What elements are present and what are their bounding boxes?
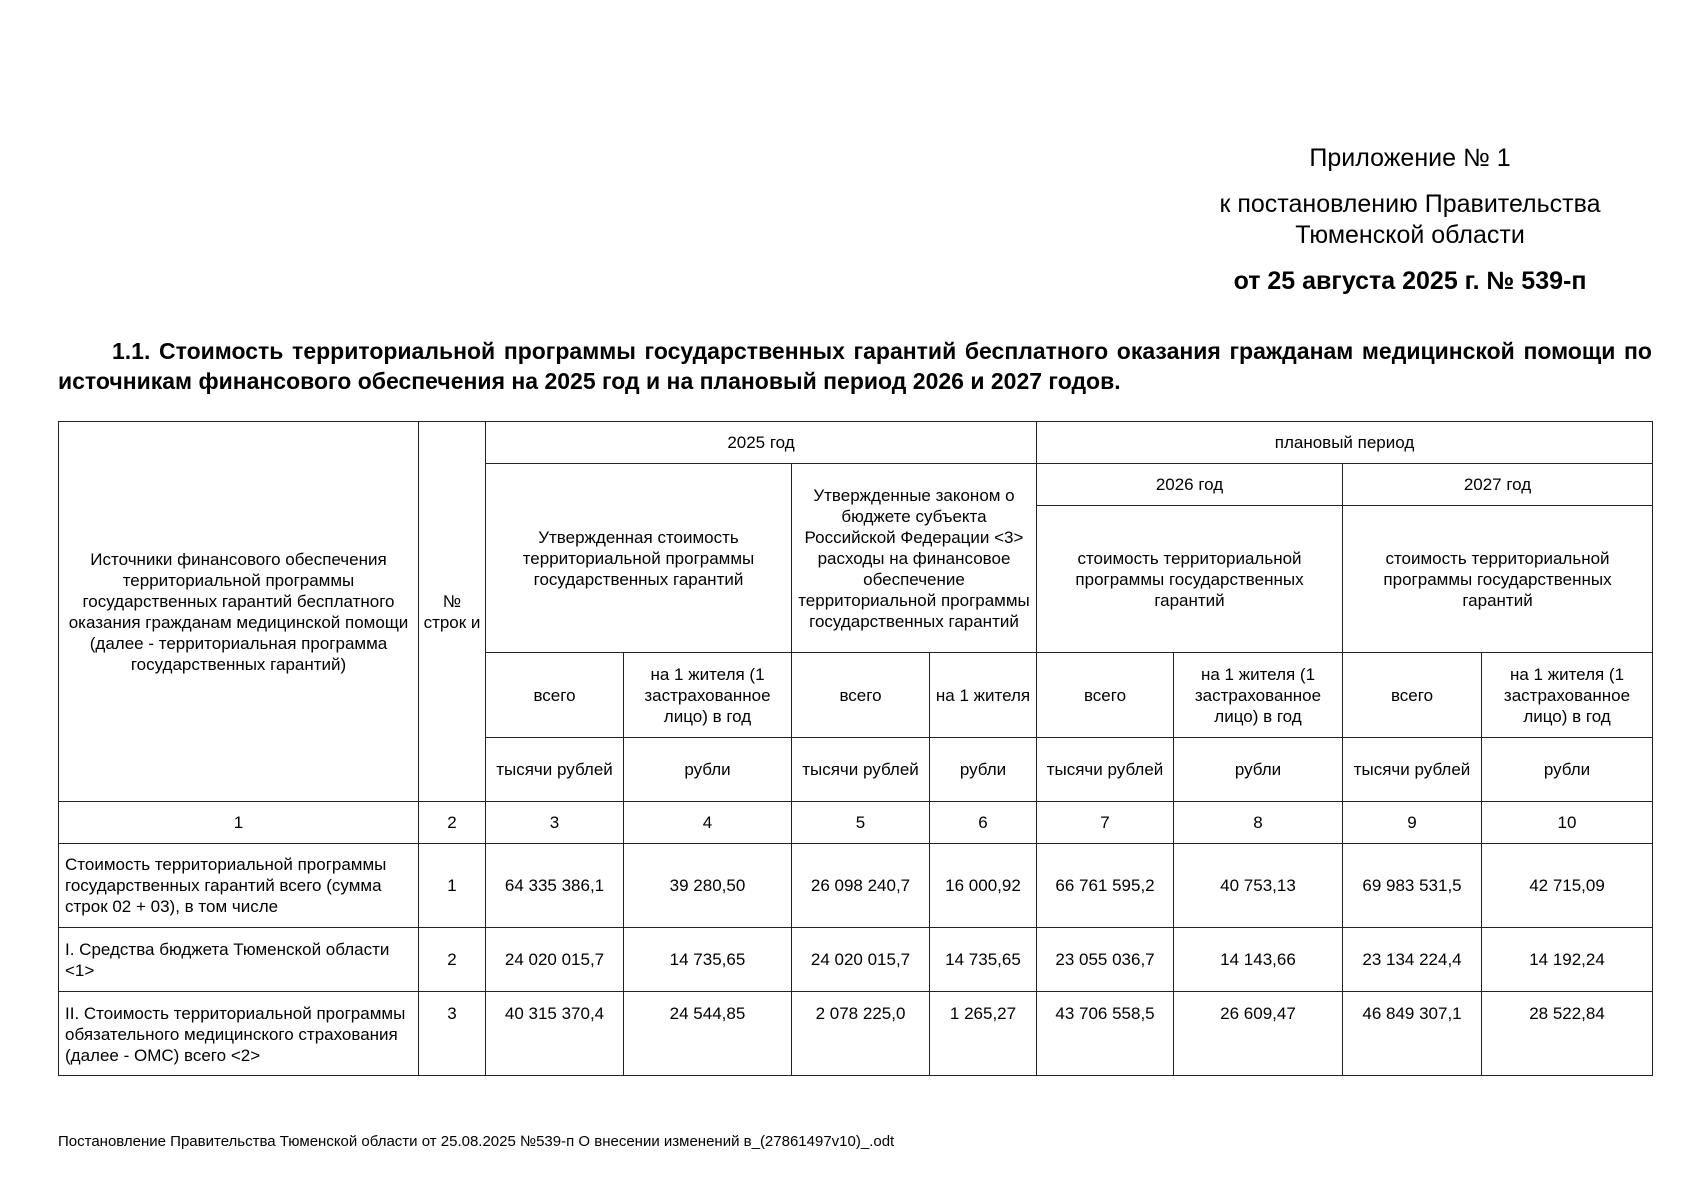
row-source: I. Средства бюджета Тюменской области <1> xyxy=(59,928,419,992)
unit-thousand-rubles: тысячи рублей xyxy=(1037,738,1174,802)
row-source: Стоимость территориальной программы государственных гарантий всего (сумма строк 02 + 03), в том числе xyxy=(59,844,419,928)
row-value: 14 735,65 xyxy=(930,928,1037,992)
column-number-row xyxy=(59,802,1653,844)
row-value: 23 055 036,7 xyxy=(1037,928,1174,992)
row-value: 66 761 595,2 xyxy=(1037,844,1174,928)
column-number: 8 xyxy=(1174,802,1343,844)
appendix-reference-line-1: к постановлению Правительства xyxy=(1219,190,1601,218)
row-value: 14 143,66 xyxy=(1174,928,1343,992)
unit-thousand-rubles: тысячи рублей xyxy=(792,738,930,802)
row-value: 69 983 531,5 xyxy=(1343,844,1482,928)
row-value: 14 192,24 xyxy=(1482,928,1653,992)
column-number: 5 xyxy=(792,802,930,844)
row-source: II. Стоимость территориальной программы обязательного медицинского страхования (далее - ОМС) всего <2> xyxy=(59,992,419,1076)
row-value: 16 000,92 xyxy=(930,844,1037,928)
column-number: 4 xyxy=(624,802,792,844)
row-value: 46 849 307,1 xyxy=(1343,992,1482,1076)
header-approved-cost: Утвержденная стоимость территориальной программы государственных гарантий xyxy=(486,464,792,653)
row-number: 2 xyxy=(419,928,486,992)
unit-rubles: рубли xyxy=(1174,738,1343,802)
row-value: 26 609,47 xyxy=(1174,992,1343,1076)
document-footer: Постановление Правительства Тюменской области от 25.08.2025 №539-п О внесении изменений в_(27861497v10)_.odt xyxy=(58,1133,895,1150)
row-value: 2 078 225,0 xyxy=(792,992,930,1076)
header-per-insured: на 1 жителя (1 застрахованное лицо) в год xyxy=(624,653,792,738)
header-per-insured: на 1 жителя (1 застрахованное лицо) в год xyxy=(1482,653,1653,738)
header-year-2026: 2026 год xyxy=(1037,464,1343,506)
header-approved-budget: Утвержденные законом о бюджете субъекта Российской Федерации <3> расходы на финансовое обеспечение территориальной программы государственных гарантий xyxy=(792,464,1037,653)
row-value: 64 335 386,1 xyxy=(486,844,624,928)
column-number: 7 xyxy=(1037,802,1174,844)
header-cost-2026: стоимость территориальной программы государственных гарантий xyxy=(1037,506,1343,653)
column-number: 9 xyxy=(1343,802,1482,844)
column-number: 2 xyxy=(419,802,486,844)
appendix-number: Приложение № 1 xyxy=(1309,144,1511,172)
row-value: 1 265,27 xyxy=(930,992,1037,1076)
header-per-insured: на 1 жителя (1 застрахованное лицо) в год xyxy=(1174,653,1343,738)
column-number: 6 xyxy=(930,802,1037,844)
row-value: 40 315 370,4 xyxy=(486,992,624,1076)
row-value: 39 280,50 xyxy=(624,844,792,928)
financing-table xyxy=(58,421,1653,1076)
row-value: 43 706 558,5 xyxy=(1037,992,1174,1076)
row-value: 24 544,85 xyxy=(624,992,792,1076)
header-planned-period: плановый период xyxy=(1037,422,1653,464)
unit-rubles: рубли xyxy=(624,738,792,802)
unit-rubles: рубли xyxy=(1482,738,1653,802)
header-sources: Источники финансового обеспечения территориальной программы государственных гарантий бесплатного оказания гражданам медицинской помощи (далее - территориальная программа государственных гарантий) xyxy=(59,422,419,802)
section-heading: 1.1. Стоимость территориальной программы государственных гарантий бесплатного оказания гражданам медицинской помощи по источникам финансового обеспечения на 2025 год и на плановый период 2026 и 2027 годов. xyxy=(58,338,1652,394)
header-total: всего xyxy=(486,653,624,738)
header-row-number: № строк и xyxy=(419,422,486,802)
row-number: 1 xyxy=(419,844,486,928)
header-total: всего xyxy=(1037,653,1174,738)
column-number: 1 xyxy=(59,802,419,844)
header-per-resident: на 1 жителя xyxy=(930,653,1037,738)
row-value: 26 098 240,7 xyxy=(792,844,930,928)
row-value: 42 715,09 xyxy=(1482,844,1653,928)
unit-thousand-rubles: тысячи рублей xyxy=(1343,738,1482,802)
appendix-reference-line-2: Тюменской области xyxy=(1295,221,1525,249)
row-value: 28 522,84 xyxy=(1482,992,1653,1076)
row-value: 14 735,65 xyxy=(624,928,792,992)
table-row xyxy=(59,928,1653,992)
table-row xyxy=(59,844,1653,928)
header-year-2025: 2025 год xyxy=(486,422,1037,464)
appendix-date xyxy=(1180,266,1640,297)
unit-thousand-rubles: тысячи рублей xyxy=(486,738,624,802)
column-number: 3 xyxy=(486,802,624,844)
row-value: 24 020 015,7 xyxy=(792,928,930,992)
header-row-years xyxy=(59,422,1653,464)
row-value: 24 020 015,7 xyxy=(486,928,624,992)
unit-rubles: рубли xyxy=(930,738,1037,802)
appendix-reference xyxy=(1180,189,1640,251)
appendix-title xyxy=(1180,143,1640,174)
row-value: 40 753,13 xyxy=(1174,844,1343,928)
row-value: 23 134 224,4 xyxy=(1343,928,1482,992)
header-cost-2027: стоимость территориальной программы государственных гарантий xyxy=(1343,506,1653,653)
header-total: всего xyxy=(792,653,930,738)
appendix-date-text: от 25 августа 2025 г. № 539-п xyxy=(1233,267,1587,295)
header-year-2027: 2027 год xyxy=(1343,464,1653,506)
header-total: всего xyxy=(1343,653,1482,738)
column-number: 10 xyxy=(1482,802,1653,844)
row-number: 3 xyxy=(419,992,486,1076)
table-row xyxy=(59,992,1653,1076)
